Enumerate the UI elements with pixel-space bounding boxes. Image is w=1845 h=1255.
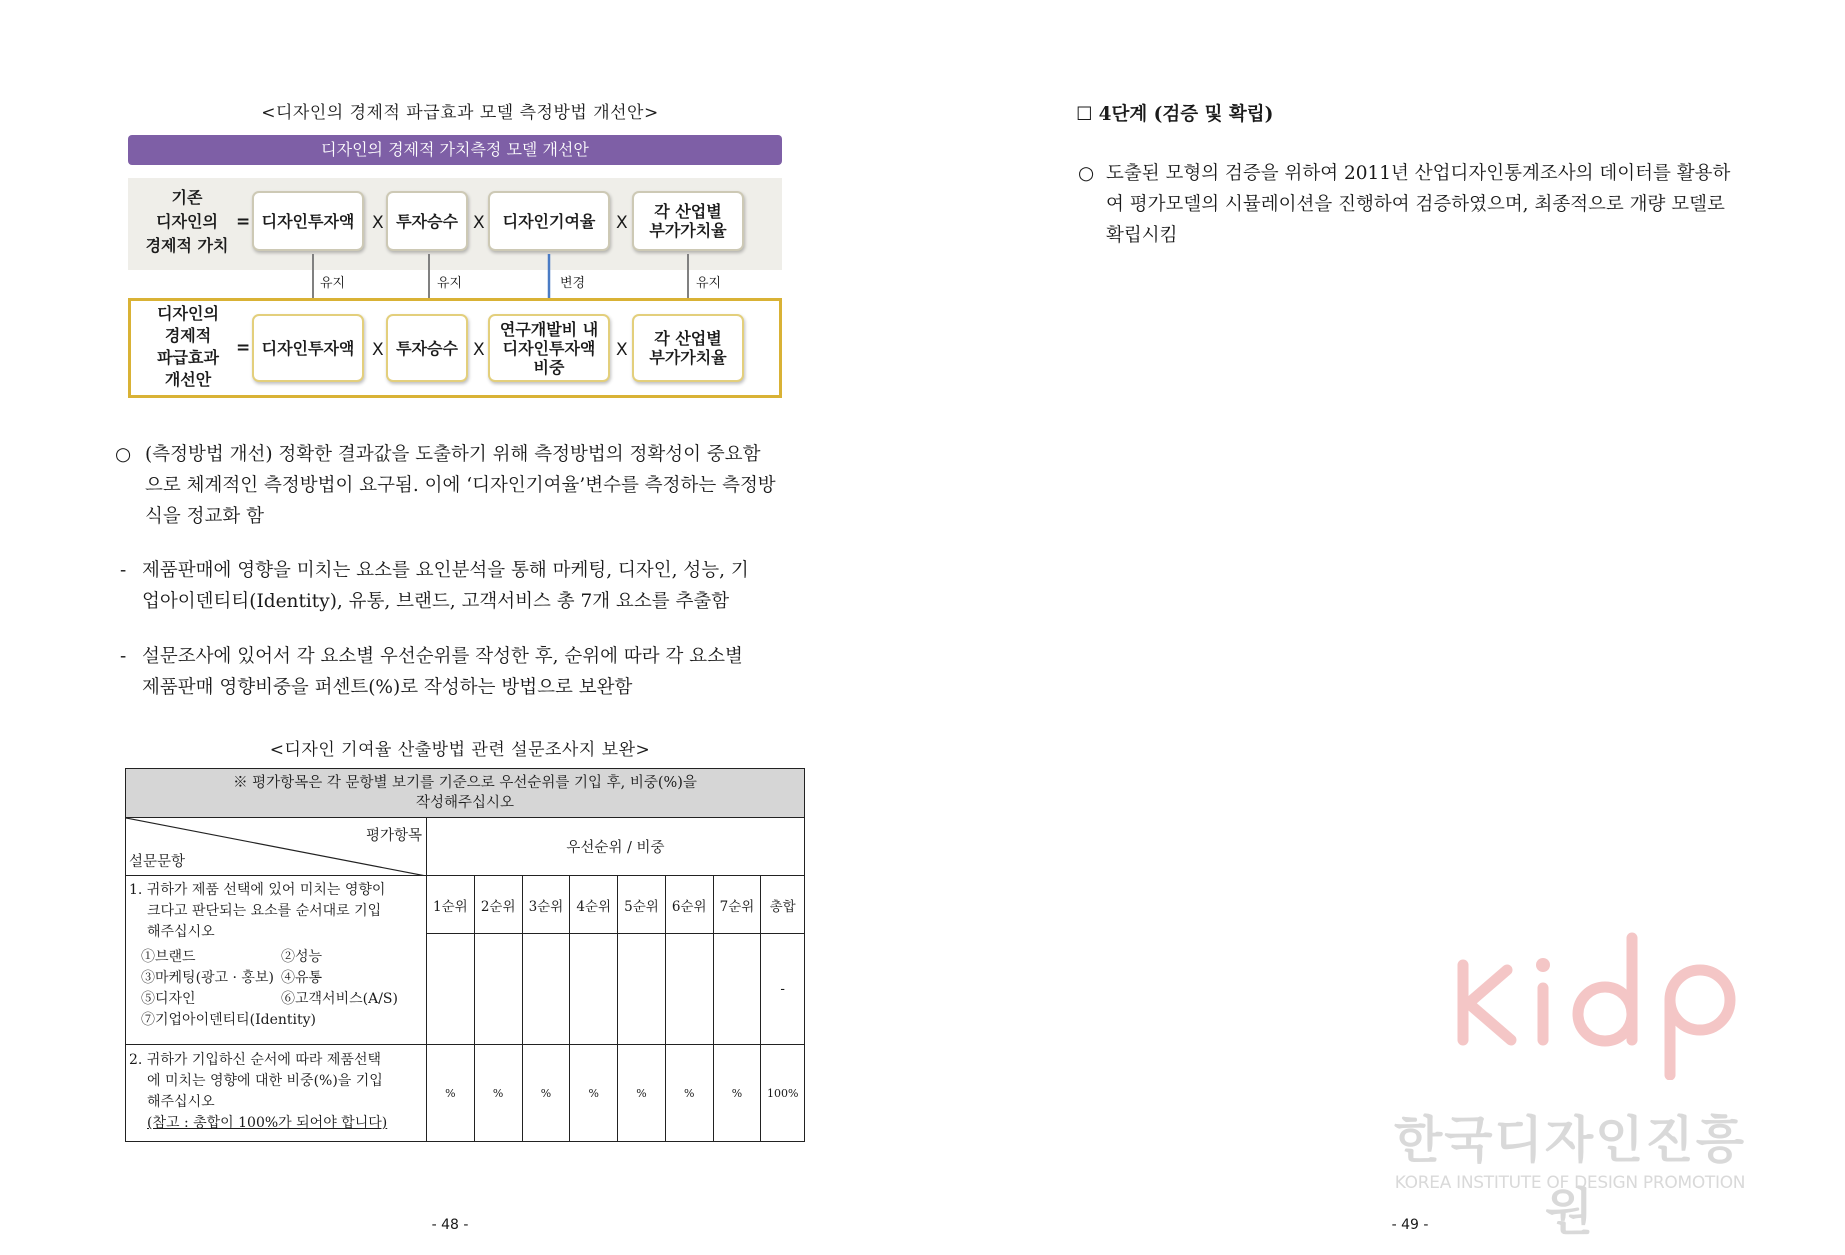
bullet-text — [1106, 158, 1768, 251]
dash-mark: - — [120, 560, 127, 581]
section-heading — [1076, 100, 1273, 126]
q1-options — [129, 947, 422, 1031]
text-line: 확립시킴 — [1106, 225, 1178, 246]
diagram-caption: <디자인의 경제적 파급효과 모델 측정방법 개선안> — [261, 103, 659, 123]
q1-line: 해주십시오 — [147, 924, 215, 940]
new-box-value-added: 각 산업별 부가가치율 — [632, 314, 744, 382]
text-line: 업아이덴티티(Identity), 유통, 브랜드, 고객서비스 총 7개 요소를 추출함 — [142, 591, 730, 612]
arrow-label-keep: 유지 — [320, 276, 346, 291]
page-number-right: - 49 - — [1391, 1217, 1429, 1233]
old-row-label-line: 디자인의 — [156, 212, 218, 231]
text-line: 설문조사에 있어서 각 요소별 우선순위를 작성한 후, 순위에 따라 각 요소별 — [142, 646, 743, 667]
text-line: 식을 정교화 함 — [145, 506, 264, 527]
text-line: 제품판매에 영향을 미치는 요소를 요인분석을 통해 마케팅, 디자인, 성능, 기 — [142, 560, 749, 581]
bullet-mark: ○ — [1078, 163, 1095, 184]
section-heading-text: 4단계 (검증 및 확립) — [1098, 104, 1274, 125]
rank-col-header: 총합 — [761, 876, 805, 934]
percent-cell[interactable]: % — [474, 1045, 522, 1142]
new-box-design-investment: 디자인투자액 — [252, 314, 364, 382]
corner-label-questions: 설문문항 — [129, 854, 186, 870]
question-1-cell — [126, 876, 427, 1045]
bullet-mark: ○ — [115, 444, 132, 465]
kidp-english-name: KOREA INSTITUTE OF DESIGN PROMOTION — [1394, 1173, 1746, 1193]
rank-input-cell[interactable] — [474, 934, 522, 1045]
diagram-header: 디자인의 경제적 가치측정 모델 개선안 — [128, 135, 782, 165]
option: ②성능 — [281, 949, 323, 965]
rank-col-header: 6순위 — [665, 876, 713, 934]
old-box-multiplier: 투자승수 — [386, 191, 468, 251]
q2-line: 해주십시오 — [147, 1094, 215, 1110]
new-box-rd-design-share: 연구개발비 내 디자인투자액 비중 — [488, 314, 610, 382]
rank-input-cell[interactable] — [665, 934, 713, 1045]
q1-line: 크다고 판단되는 요소를 순서대로 기입 — [147, 903, 382, 919]
page-number-left: - 48 - — [431, 1217, 469, 1233]
corner-label-items: 평가항목 — [365, 828, 422, 844]
arrow-label-change: 변경 — [560, 276, 586, 291]
rank-input-cell[interactable] — [713, 934, 761, 1045]
text-line: 으로 체계적인 측정방법이 요구됨. 이에 ‘디자인기여율’변수를 측정하는 측정방 — [145, 475, 776, 496]
rank-total-cell: - — [761, 934, 805, 1045]
percent-cell[interactable]: % — [570, 1045, 618, 1142]
question-2-cell — [126, 1045, 427, 1142]
table-caption: <디자인 기여율 산출방법 관련 설문조사지 보완> — [269, 740, 651, 760]
arrow-label-keep: 유지 — [437, 276, 463, 291]
kidp-korean-name: 한국디자인진흥원 — [1393, 1111, 1747, 1241]
q1-line: 1. 귀하가 제품 선택에 있어 미치는 영향이 — [129, 882, 386, 898]
percent-cell[interactable]: % — [665, 1045, 713, 1142]
times-sign: X — [473, 340, 485, 360]
old-box-design-investment: 디자인투자액 — [252, 191, 364, 251]
new-row-label — [134, 303, 242, 391]
old-row-label-line: 기존 — [171, 188, 203, 207]
option: ③마케팅(광고 · 홍보) — [141, 970, 274, 986]
percent-cell[interactable]: % — [618, 1045, 666, 1142]
old-row-label — [132, 186, 242, 258]
option: ①브랜드 — [141, 949, 196, 965]
notice-line: ※ 평가항목은 각 문항별 보기를 기준으로 우선순위를 기입 후, 비중(%)을 — [233, 775, 697, 791]
kidp-mark-icon — [1445, 930, 1775, 1080]
text-line: 도출된 모형의 검증을 위하여 2011년 산업디자인통계조사의 데이터를 활용하 — [1106, 163, 1731, 184]
percent-cell[interactable]: % — [427, 1045, 475, 1142]
checkbox-icon: ☐ — [1076, 104, 1093, 125]
new-row-label-line: 경제적 — [164, 326, 212, 345]
bullet-verification — [1078, 158, 1768, 251]
percent-cell[interactable]: % — [522, 1045, 570, 1142]
new-row-label-line: 개선안 — [164, 370, 212, 389]
option: ⑤디자인 — [141, 991, 196, 1007]
times-sign: X — [616, 340, 628, 360]
rank-input-cell[interactable] — [427, 934, 475, 1045]
bullet-measurement-improvement — [115, 439, 810, 532]
percent-total-cell: 100% — [761, 1045, 805, 1142]
rank-input-cell[interactable] — [522, 934, 570, 1045]
arrow-label-keep: 유지 — [696, 276, 722, 291]
equals-sign: = — [236, 212, 251, 232]
dash-item-factors — [120, 555, 810, 617]
rank-col-header: 3순위 — [522, 876, 570, 934]
table-corner-cell — [126, 818, 427, 876]
rank-col-header: 4순위 — [570, 876, 618, 934]
q2-line: 2. 귀하가 기입하신 순서에 따라 제품선택 — [129, 1052, 381, 1068]
table-notice — [126, 769, 805, 818]
new-box-multiplier: 투자승수 — [386, 314, 468, 382]
text-line: (측정방법 개선) 정확한 결과값을 도출하기 위해 측정방법의 정확성이 중요함 — [145, 444, 761, 465]
times-sign: X — [473, 213, 485, 233]
dash-mark: - — [120, 646, 127, 667]
new-row-label-line: 파급효과 — [157, 348, 219, 367]
rank-input-cell[interactable] — [570, 934, 618, 1045]
equals-sign: = — [236, 338, 251, 358]
new-row-label-line: 디자인의 — [157, 304, 219, 323]
option: ⑦기업아이덴티티(Identity) — [141, 1012, 317, 1028]
rank-header: 우선순위 / 비중 — [427, 818, 805, 876]
old-box-value-added: 각 산업별 부가가치율 — [632, 191, 744, 251]
percent-cell[interactable]: % — [713, 1045, 761, 1142]
rank-col-header: 2순위 — [474, 876, 522, 934]
option: ④유통 — [281, 970, 323, 986]
dash-text — [142, 555, 810, 617]
survey-table — [125, 768, 805, 1142]
dash-text — [142, 641, 810, 703]
text-line: 제품판매 영향비중을 퍼센트(%)로 작성하는 방법으로 보완함 — [142, 677, 633, 698]
bullet-text — [145, 439, 810, 532]
dash-item-survey — [120, 641, 810, 703]
old-box-contribution-rate: 디자인기여율 — [488, 191, 610, 251]
rank-col-header: 5순위 — [618, 876, 666, 934]
q2-note: (참고 : 총합이 100%가 되어야 합니다) — [147, 1115, 388, 1131]
notice-line: 작성해주십시오 — [415, 795, 515, 811]
times-sign: X — [372, 213, 384, 233]
rank-col-header: 7순위 — [713, 876, 761, 934]
rank-input-cell[interactable] — [618, 934, 666, 1045]
q2-line: 에 미치는 영향에 대한 비중(%)을 기입 — [147, 1073, 383, 1089]
old-row-label-line: 경제적 가치 — [145, 236, 229, 255]
option: ⑥고객서비스(A/S) — [281, 991, 398, 1007]
times-sign: X — [616, 213, 628, 233]
rank-col-header: 1순위 — [427, 876, 475, 934]
times-sign: X — [372, 340, 384, 360]
text-line: 여 평가모델의 시뮬레이션을 진행하여 검증하였으며, 최종적으로 개량 모델로 — [1106, 194, 1725, 215]
